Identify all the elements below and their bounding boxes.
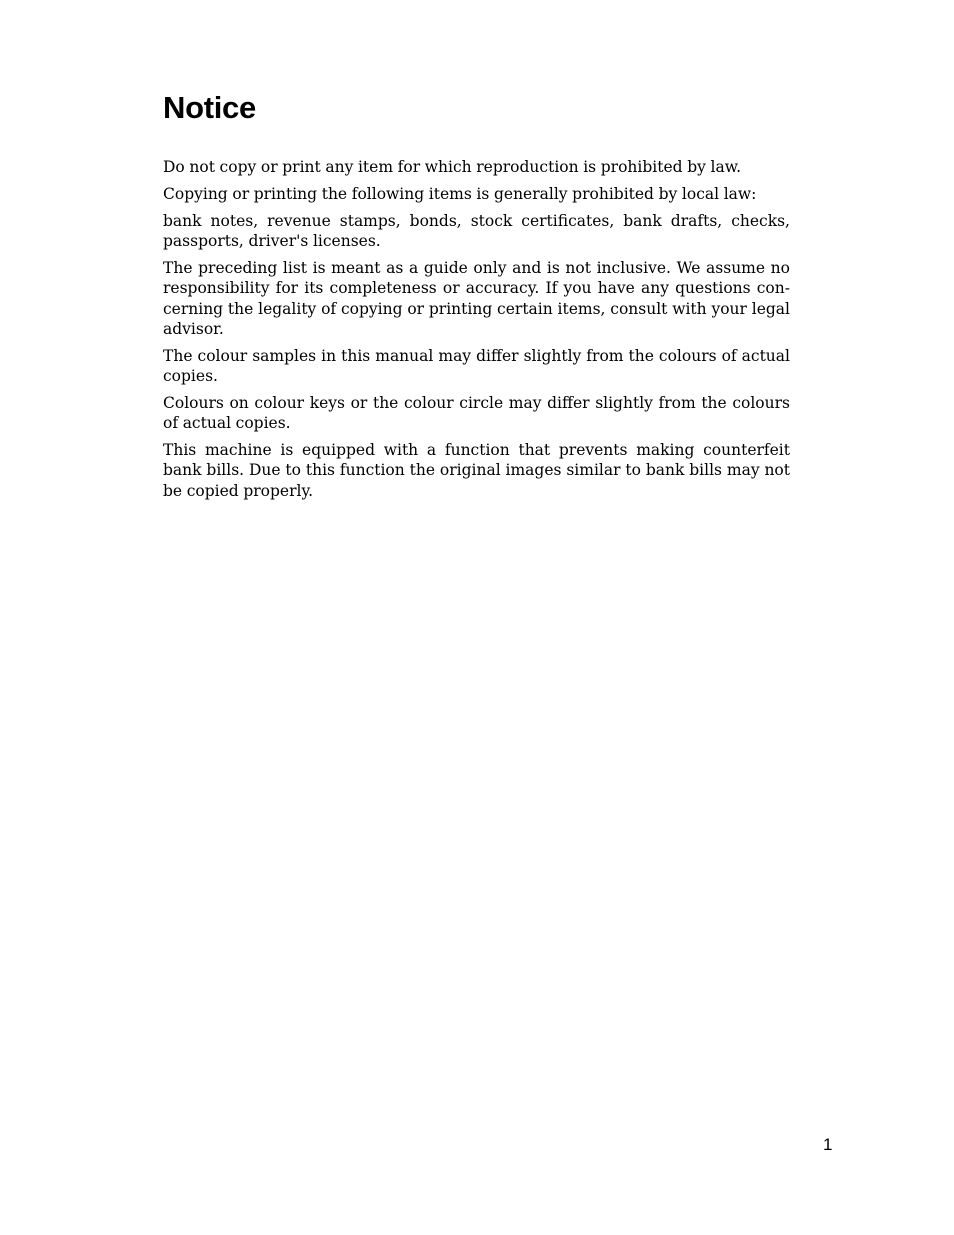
paragraph-counterfeit-prevention: This machine is equipped with a function that prevents making counterfeit bank bills. Due to this function the original images similar to bank bills may not be copied properly.: [163, 441, 790, 500]
paragraph-colour-keys: Colours on colour keys or the colour circle may differ slightly from the colours of actual copies.: [163, 393, 790, 433]
paragraph-prohibited-items-intro: Copying or printing the following items is generally prohibited by local law:: [163, 184, 757, 203]
paragraph-list-disclaimer: The preceding list is meant as a guide only and is not inclusive. We assume no responsibility for its completeness or accuracy. If you have any questions concerning the legality of copying or printing certain items, consult with your legal advisor.: [163, 258, 790, 338]
page-title: Notice: [163, 90, 256, 125]
paragraph-colour-samples: The colour samples in this manual may differ slightly from the colours of actual copies.: [163, 346, 790, 386]
paragraph-prohibited-items-list: bank notes, revenue stamps, bonds, stock certificates, bank drafts, checks, passports, driver's licenses.: [163, 211, 790, 251]
notice-body: [163, 157, 790, 508]
page-number: 1: [823, 1135, 833, 1154]
paragraph-prohibited-reproduction: Do not copy or print any item for which reproduction is prohibited by law.: [163, 158, 742, 176]
